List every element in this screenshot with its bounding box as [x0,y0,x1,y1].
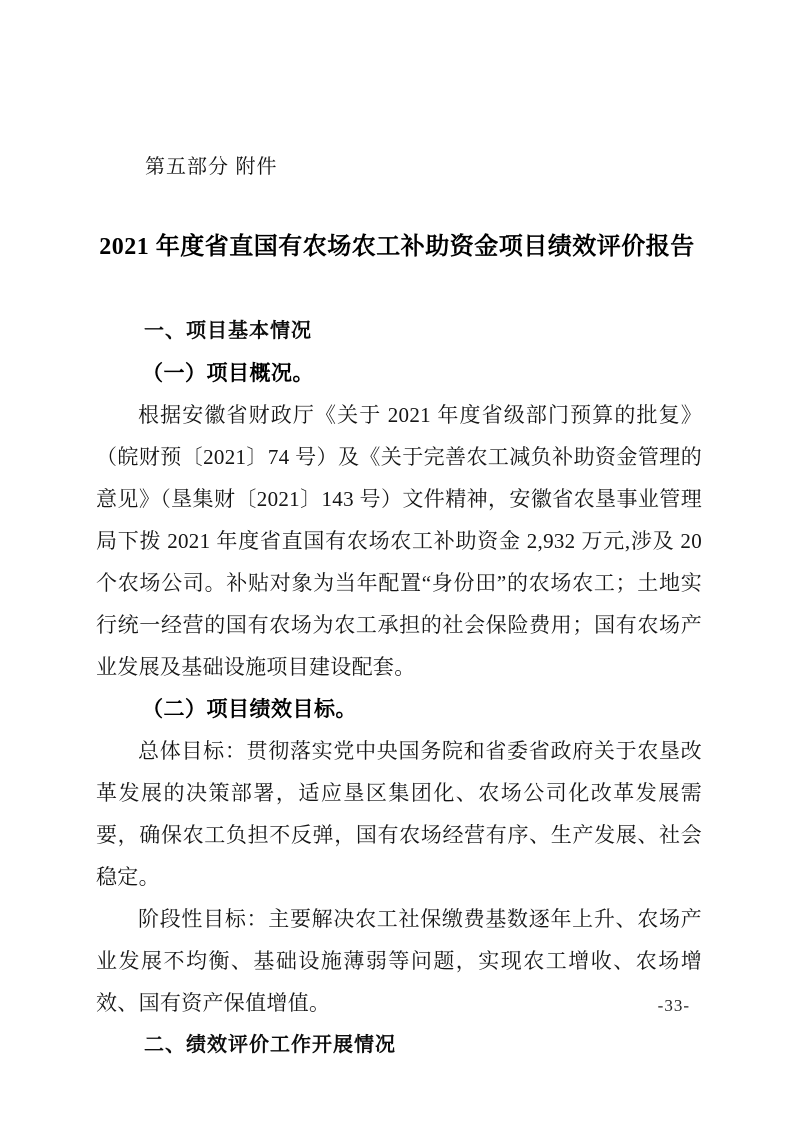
paragraph-stage-goal: 阶段性目标：主要解决农工社保缴费基数逐年上升、农场产业发展不均衡、基础设施薄弱等问题，实现农工增收、农场增效、国有资产保值增值。 [96,907,702,1015]
page-number: -33- [657,996,690,1015]
section-heading-2: 二、绩效评价工作开展情况 [144,1034,396,1056]
subsection-heading-project-overview: （一）项目概况。 [142,361,314,385]
document-body [96,310,702,1066]
part-header: 第五部分 附件 [145,156,278,178]
paragraph-overall-goal: 总体目标：贯彻落实党中央国务院和省委省政府关于农垦改革发展的决策部署，适应垦区集团化、农场公司化改革发展需要，确保农工负担不反弹，国有农场经营有序、生产发展、社会稳定。 [96,739,702,889]
subsection-heading-performance-goals: （二）项目绩效目标。 [142,697,357,721]
paragraph-project-overview: 根据安徽省财政厅《关于 2021 年度省级部门预算的批复》（皖财预〔2021〕74 号）及《关于完善农工减负补助资金管理的意见》（垦集财〔2021〕143 号）文件精神，安徽省农垦事业管理局下拨 2021 年度省直国有农场农工补助资金 2,932 万元,涉及 20 个农场公司。补贴对象为当年配置“身份田”的农场农工；土地实行统一经营的国有农场为农工承担的社会保险费用；国有农场产业发展及基础设施项目建设配套。 [96,403,702,679]
document-title: 2021 年度省直国有农场农工补助资金项目绩效评价报告 [99,234,695,260]
section-heading-1: 一、项目基本情况 [144,320,312,342]
